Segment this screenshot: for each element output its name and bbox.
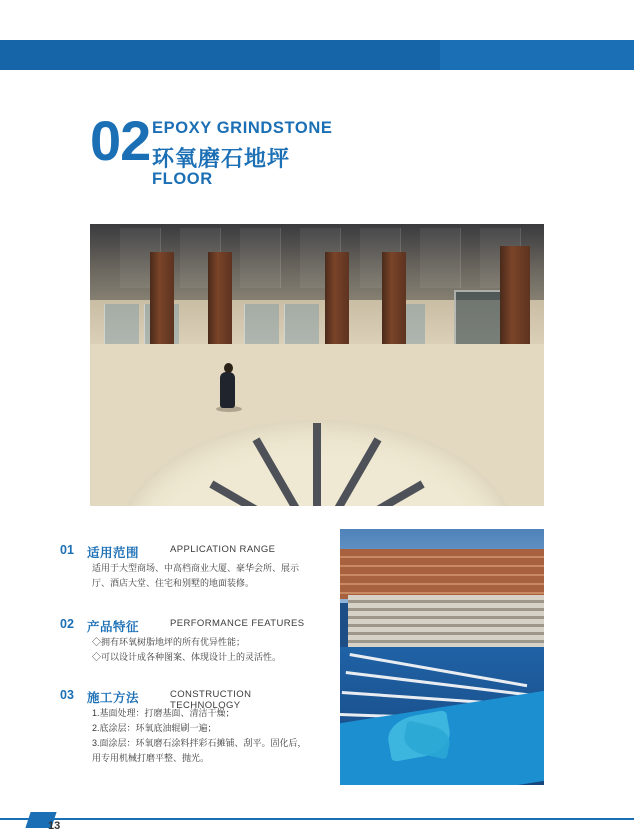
terrazzo-ray bbox=[313, 423, 321, 506]
section-number: 02 bbox=[90, 109, 151, 172]
section-body bbox=[92, 706, 322, 766]
section-title-cn: 环氧磨石地坪 bbox=[152, 146, 291, 171]
person-figure bbox=[220, 372, 235, 408]
body-line: ◇拥有环氧树脂地坪的所有优异性能； bbox=[92, 637, 246, 647]
section-title-en: CONSTRUCTION TECHNOLOGY bbox=[170, 689, 252, 711]
body-line: 适用于大型商场、中高档商业大厦、豪华会所、展示 bbox=[92, 563, 300, 573]
section-title-cn: 施工方法 bbox=[87, 691, 140, 705]
photo-brick-wall bbox=[340, 549, 544, 599]
section-body bbox=[92, 635, 322, 665]
page-number: 13 bbox=[48, 820, 61, 832]
ceiling-panel bbox=[240, 228, 281, 288]
terrazzo-ray bbox=[253, 437, 321, 506]
section-title-en: APPLICATION RANGE bbox=[170, 544, 276, 555]
body-line: 用专用机械打磨平整、抛光。 bbox=[92, 753, 210, 763]
terrazzo-ray bbox=[315, 481, 425, 506]
section-heading bbox=[90, 109, 540, 193]
section-index: 03 bbox=[60, 688, 74, 702]
section-title-en-top: EPOXY GRINDSTONE bbox=[152, 119, 333, 137]
section-title-cn: 适用范围 bbox=[87, 546, 140, 560]
footer-rule bbox=[0, 818, 634, 820]
section-title-en: PERFORMANCE FEATURES bbox=[170, 618, 305, 629]
secondary-photo bbox=[340, 529, 544, 785]
body-line: 1.基面处理：打磨基面、清洁干燥； bbox=[92, 708, 235, 718]
body-line: 3.面涂层：环氧磨石涂料拌彩石摊铺、刮平。固化后， bbox=[92, 738, 307, 748]
terrazzo-ray bbox=[209, 481, 319, 506]
body-line: 厅、酒店大堂、住宅和别墅的地面装修。 bbox=[92, 578, 255, 588]
person-head bbox=[224, 363, 233, 373]
section-title-en-bottom: FLOOR bbox=[152, 170, 213, 188]
section-body bbox=[92, 561, 322, 591]
section-index: 02 bbox=[60, 617, 74, 631]
main-photo bbox=[90, 224, 544, 506]
ceiling-panel bbox=[420, 228, 461, 288]
body-line: ◇可以设计成各种图案、体现设计上的灵活性。 bbox=[92, 652, 282, 662]
body-line: 2.底涂层：环氧底油辊刷一遍； bbox=[92, 723, 217, 733]
photo-stairs bbox=[348, 595, 544, 651]
terrazzo-ray bbox=[314, 437, 382, 506]
top-blue-band-dark-segment bbox=[0, 40, 440, 70]
section-index: 01 bbox=[60, 543, 74, 557]
section-title-cn: 产品特征 bbox=[87, 620, 140, 634]
